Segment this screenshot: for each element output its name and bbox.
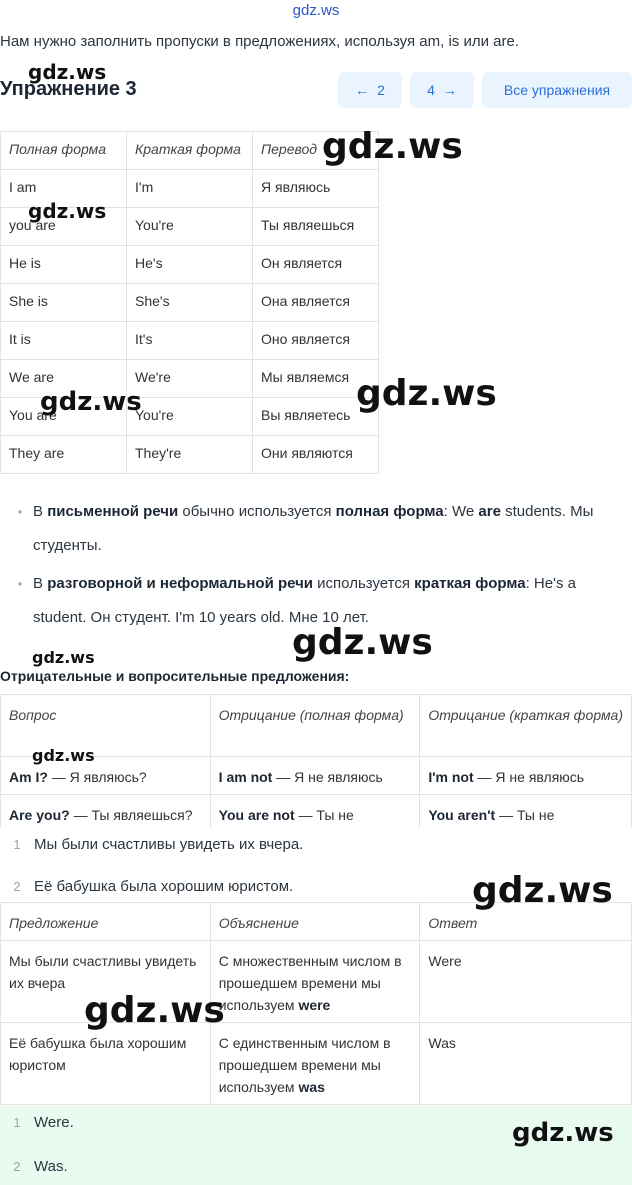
sentence-text: Её бабушка была хорошим юристом. [34, 878, 294, 895]
bold-text: письменной речи [47, 503, 179, 520]
watermark: gdz.ws [28, 60, 107, 84]
watermark: gdz.ws [40, 387, 142, 417]
text: С единственным числом в прошедшем времени мы используем [218, 1035, 391, 1095]
watermark: gdz.ws [32, 746, 95, 765]
table-cell: He's [127, 246, 253, 284]
table-cell: I'm [127, 170, 253, 208]
text: : We [443, 503, 479, 520]
text: — Ты не [294, 807, 354, 823]
table-cell [210, 795, 420, 831]
bold-text: Are you? [9, 807, 70, 823]
watermark: gdz.ws [28, 199, 107, 223]
item-number: 1 [13, 837, 21, 852]
bold-text: Am I? [9, 769, 48, 785]
table-cell [210, 757, 420, 795]
text: используется [313, 575, 415, 592]
table-cell: you are [1, 208, 127, 246]
table-cell: Ты являешься [253, 208, 379, 246]
sentence-item [0, 836, 303, 853]
table-cell: Was [420, 1023, 632, 1105]
section-heading: Отрицательные и вопросительные предложения: [0, 668, 350, 684]
table-cell: You are [1, 398, 127, 436]
bold-text: разговорной и неформальной речи [47, 575, 314, 592]
header-cell: Объяснение [210, 903, 420, 941]
answer-text: Were. [34, 1114, 74, 1131]
table-cell: Её бабушка была хорошим юристом [1, 1023, 211, 1105]
watermark: gdz.ws [472, 870, 613, 911]
table-cell: We are [1, 360, 127, 398]
header-cell: Предложение [1, 903, 211, 941]
watermark: gdz.ws [512, 1118, 614, 1148]
text: — Я не являюсь [473, 769, 585, 785]
list-item [18, 495, 628, 563]
table-cell [1, 795, 211, 831]
answer-text: Was. [34, 1158, 68, 1175]
intro-text: Нам нужно заполнить пропуски в предложениях, используя am, is или are. [0, 33, 519, 50]
text: — Ты не [495, 807, 555, 823]
table-cell: Я являюсь [253, 170, 379, 208]
table-cell: You're [127, 208, 253, 246]
watermark: gdz.ws [322, 126, 463, 167]
header-cell: Отрицание (краткая форма) [420, 695, 632, 757]
table-cell: We're [127, 360, 253, 398]
page-title: Упражнение 3 [0, 78, 137, 100]
table-cell [420, 757, 632, 795]
item-number: 2 [13, 879, 21, 894]
table-cell: Они являются [253, 436, 379, 474]
bold-text: You aren't [428, 807, 496, 823]
prev-exercise-button[interactable] [338, 72, 402, 108]
watermark: gdz.ws [292, 622, 433, 663]
table-row [1, 284, 379, 322]
text: : He's a student. Он студент. I'm 10 years old. Мне 10 лет. [33, 575, 576, 626]
header-cell: Краткая форма [127, 132, 253, 170]
forms-table [0, 131, 379, 474]
prev-exercise-label: 2 [377, 82, 385, 98]
item-number: 2 [13, 1159, 21, 1174]
text: В [33, 575, 48, 592]
bold-text: краткая форма [414, 575, 526, 592]
arrow-left-icon: ← [355, 82, 370, 98]
item-number: 1 [13, 1115, 21, 1130]
table-header-row [1, 695, 632, 757]
watermark: gdz.ws [32, 648, 95, 667]
text: С множественным числом в прошедшем времени мы используем [218, 953, 402, 1013]
answer-item [0, 1158, 68, 1175]
table-cell: Мы являемся [253, 360, 379, 398]
table-cell: Он является [253, 246, 379, 284]
table-cell: I am [1, 170, 127, 208]
text: В [33, 503, 48, 520]
table-cell: You're [127, 398, 253, 436]
bold-text: I am not [218, 769, 273, 785]
header-cell: Отрицание (полная форма) [210, 695, 420, 757]
table-row [1, 757, 632, 795]
usage-notes [18, 495, 628, 639]
text: students. Мы студенты. [33, 503, 594, 554]
watermark: gdz.ws [356, 373, 497, 414]
table-cell: Were [420, 941, 632, 1023]
table-row [1, 795, 632, 831]
next-exercise-button[interactable] [410, 72, 474, 108]
table-cell [210, 941, 420, 1023]
table-cell: It's [127, 322, 253, 360]
header-cell: Ответ [420, 903, 632, 941]
bold-text: You are not [218, 807, 295, 823]
all-exercises-label: Все упражнения [503, 82, 611, 98]
table-cell: It is [1, 322, 127, 360]
header-cell: Полная форма [1, 132, 127, 170]
table-cell: They're [127, 436, 253, 474]
text: обычно используется [178, 503, 336, 520]
watermark-top: gdz.ws [292, 2, 340, 19]
table-cell: They are [1, 436, 127, 474]
table-cell: Оно является [253, 322, 379, 360]
table-cell: Мы были счастливы увидеть их вчера [1, 941, 211, 1023]
all-exercises-button[interactable] [482, 72, 632, 108]
sentence-text: Мы были счастливы увидеть их вчера. [34, 836, 304, 853]
table-cell: She is [1, 284, 127, 322]
bold-text: полная форма [335, 503, 444, 520]
negative-questions-table [0, 694, 632, 831]
table-cell [420, 795, 632, 831]
next-exercise-label: 4 [427, 82, 435, 98]
table-cell: He is [1, 246, 127, 284]
bold-text: I'm not [428, 769, 474, 785]
table-row [1, 1023, 632, 1105]
text: — Ты являешься? [69, 807, 193, 823]
text: — Я не являюсь [272, 769, 383, 785]
bold-text: were [298, 997, 331, 1013]
bold-text: are [478, 503, 501, 520]
table-cell [210, 1023, 420, 1105]
sentence-item [0, 878, 293, 895]
header-cell: Вопрос [1, 695, 211, 757]
table-cell: Она является [253, 284, 379, 322]
table-row [1, 246, 379, 284]
table-cell: Вы являетесь [253, 398, 379, 436]
table-cell: She's [127, 284, 253, 322]
watermark: gdz.ws [84, 990, 225, 1031]
header-cell: Перевод [253, 132, 379, 170]
table-row [1, 322, 379, 360]
arrow-right-icon: → [442, 82, 457, 98]
text: — Я являюсь? [47, 769, 147, 785]
answer-item [0, 1114, 74, 1131]
table-row [1, 436, 379, 474]
bold-text: was [298, 1079, 325, 1095]
